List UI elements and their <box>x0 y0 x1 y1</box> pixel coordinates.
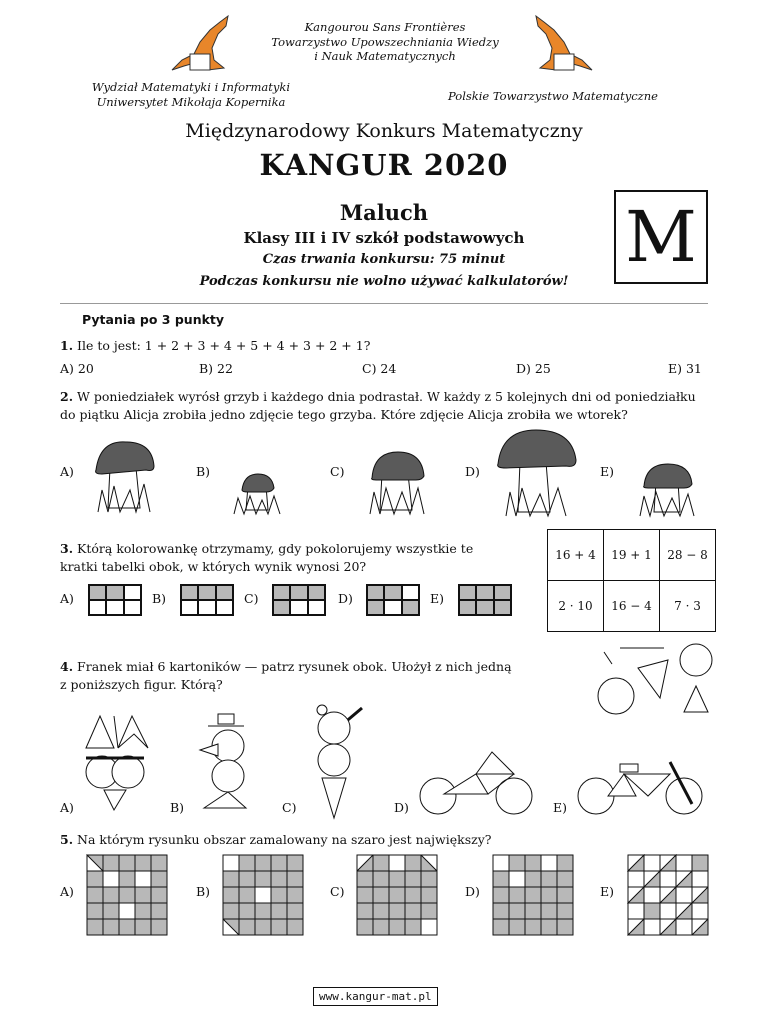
contest-name: Międzynarodowy Konkurs Matematyczny <box>185 120 583 142</box>
q2-line-1: W poniedziałek wyrósł grzyb i każdego dnia podrastał. W każdy z 5 kolejnych dni od poniedziałku <box>77 389 696 404</box>
q3-label-d: D) <box>338 591 353 606</box>
table-cell: 16 − 4 <box>604 581 660 632</box>
q3-label-b: B) <box>152 591 167 606</box>
table-cell: 7 · 3 <box>660 581 716 632</box>
q5-label-a: A) <box>60 884 74 899</box>
q3-label-e: E) <box>430 591 445 606</box>
q1-option-a: A) 20 <box>60 361 94 376</box>
left-line-1: Wydział Matematyki i Informatyki <box>91 80 291 94</box>
q3-number: 3. <box>60 541 74 556</box>
time-text: Czas trwania konkursu: 75 minut <box>262 252 506 267</box>
q1-text: Ile to jest: 1 + 2 + 3 + 4 + 5 + 4 + 3 + 2 + 1? <box>77 338 371 353</box>
mushroom-a <box>90 438 160 518</box>
q3-label-c: C) <box>244 591 259 606</box>
figure-d <box>416 744 536 818</box>
category-name: Maluch <box>339 200 429 225</box>
coloring-d <box>366 584 420 616</box>
coloring-c <box>272 584 326 616</box>
q5-label-d: D) <box>465 884 480 899</box>
figure-a <box>78 712 158 816</box>
shaded-grid-c <box>356 854 438 936</box>
classes-text: Klasy III i IV szkół podstawowych <box>243 229 525 247</box>
figure-c <box>300 700 370 822</box>
section-heading: Pytania po 3 punkty <box>82 312 225 327</box>
q1-option-c: C) 24 <box>362 361 397 376</box>
q1-number: 1. <box>60 338 74 353</box>
kangaroo-logo-left <box>168 14 234 76</box>
page-title: KANGUR 2020 <box>259 148 509 182</box>
q4-label-a: A) <box>60 800 74 815</box>
header-org <box>230 20 540 64</box>
q5-stem <box>60 831 491 849</box>
q5-number: 5. <box>60 832 74 847</box>
q4-label-d: D) <box>394 800 409 815</box>
q2-number: 2. <box>60 389 74 404</box>
mushroom-e <box>636 460 700 518</box>
rule-text: Podczas konkursu nie wolno używać kalkulatorów! <box>199 274 569 289</box>
cards-pieces <box>590 640 720 716</box>
mushroom-c <box>364 448 434 518</box>
coloring-e <box>458 584 512 616</box>
mushroom-d <box>492 426 582 518</box>
q5-label-e: E) <box>600 884 615 899</box>
table-cell: 19 + 1 <box>604 530 660 581</box>
table-cell: 2 · 10 <box>548 581 604 632</box>
table-row <box>548 530 716 581</box>
q2-label-e: E) <box>600 464 615 479</box>
q4-number: 4. <box>60 659 74 674</box>
q4-line-1: Franek miał 6 kartoników — patrz rysunek obok. Ułożył z nich jedną <box>77 659 512 674</box>
q4-label-b: B) <box>170 800 185 815</box>
shaded-grid-d <box>492 854 574 936</box>
figure-b <box>194 710 264 814</box>
q1-option-d: D) 25 <box>516 361 551 376</box>
header-left <box>56 80 326 109</box>
org-line-3: i Nauk Matematycznych <box>314 49 456 63</box>
level-letter-box: M <box>614 190 708 284</box>
q1-option-b: B) 22 <box>199 361 233 376</box>
q3-table <box>547 529 716 632</box>
q4-label-c: C) <box>282 800 297 815</box>
header-divider <box>60 303 708 304</box>
q3-line-2: kratki tabelki obok, w których wynik wynosi 20? <box>60 559 367 574</box>
q2-label-a: A) <box>60 464 74 479</box>
shaded-grid-e <box>627 854 709 936</box>
q2-label-d: D) <box>465 464 480 479</box>
q2-label-c: C) <box>330 464 345 479</box>
shaded-grid-b <box>222 854 304 936</box>
q4-label-e: E) <box>553 800 568 815</box>
q2-label-b: B) <box>196 464 211 479</box>
q4-stem <box>60 658 580 694</box>
q5-text: Na którym rysunku obszar zamalowany na szaro jest największy? <box>77 832 492 847</box>
q2-stem <box>60 388 720 424</box>
table-cell: 28 − 8 <box>660 530 716 581</box>
org-line-2: Towarzystwo Upowszechniania Wiedzy <box>271 34 499 49</box>
coloring-a <box>88 584 142 616</box>
q4-line-2: z poniższych figur. Którą? <box>60 677 223 692</box>
table-row <box>548 581 716 632</box>
q3-line-1: Którą kolorowankę otrzymamy, gdy pokolorujemy wszystkie te <box>77 541 474 556</box>
org-line-1: Kangourou Sans Frontières <box>304 20 466 34</box>
q3-label-a: A) <box>60 591 74 606</box>
q1-option-e: E) 31 <box>668 361 702 376</box>
header-right: Polskie Towarzystwo Matematyczne <box>448 89 658 103</box>
figure-e <box>574 758 714 820</box>
mushroom-b <box>228 470 288 518</box>
q2-line-2: do piątku Alicja zrobiła jedno zdjęcie tego grzyba. Które zdjęcie Alicja zrobiła we wtorek? <box>60 407 628 422</box>
q3-stem <box>60 540 520 576</box>
q1-stem <box>60 337 370 355</box>
q5-label-c: C) <box>330 884 345 899</box>
q5-label-b: B) <box>196 884 211 899</box>
coloring-b <box>180 584 234 616</box>
footer-url[interactable]: www.kangur-mat.pl <box>313 987 438 1006</box>
shaded-grid-a <box>86 854 168 936</box>
table-cell: 16 + 4 <box>548 530 604 581</box>
left-line-2: Uniwersytet Mikołaja Kopernika <box>96 94 286 109</box>
